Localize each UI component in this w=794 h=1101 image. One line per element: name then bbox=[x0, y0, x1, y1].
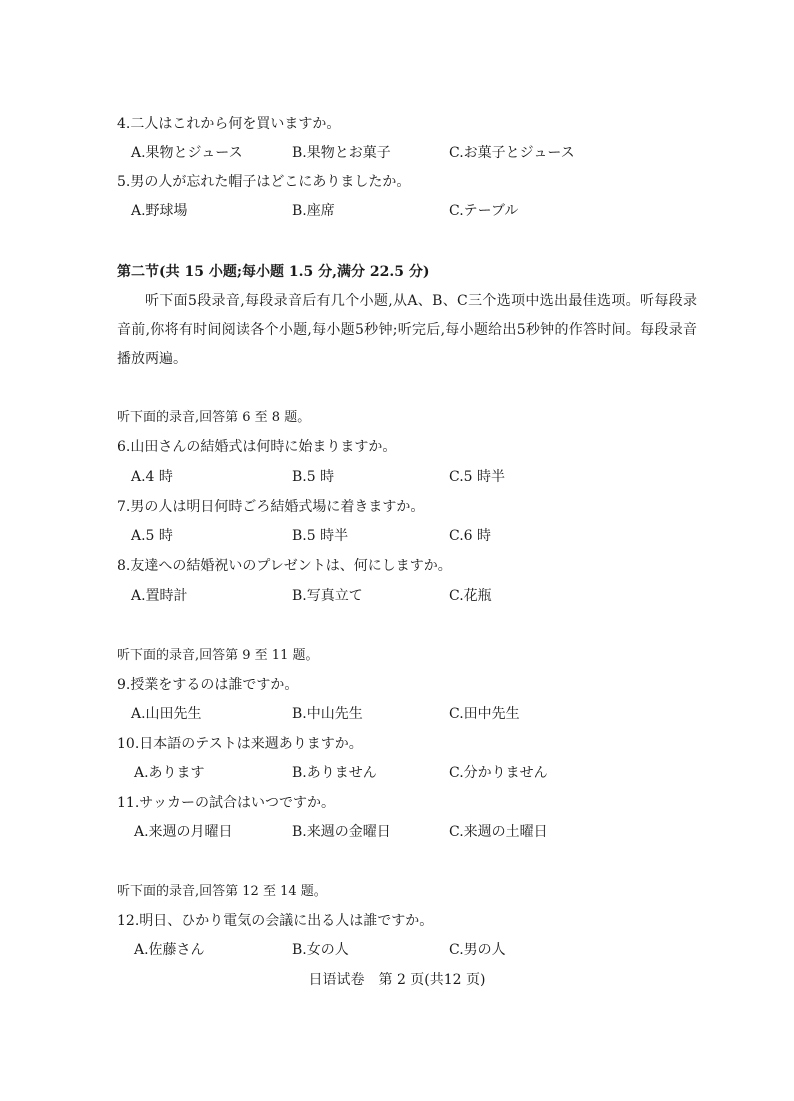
option-b: B.果物とお菓子 bbox=[292, 145, 391, 161]
option-c: C.男の人 bbox=[449, 942, 506, 958]
option-b: B.女の人 bbox=[292, 942, 349, 958]
option-c: C.来週の土曜日 bbox=[449, 824, 548, 840]
question-5: 5.男の人が忘れた帽子はどこにありましたか。 bbox=[117, 174, 411, 190]
option-b: B.座席 bbox=[292, 203, 335, 219]
option-a: A.置時計 bbox=[131, 588, 188, 604]
option-c: C.田中先生 bbox=[449, 706, 520, 722]
question-7: 7.男の人は明日何時ごろ結婚式場に着きますか。 bbox=[117, 499, 425, 515]
question-10: 10.日本語のテストは来週ありますか。 bbox=[117, 736, 363, 752]
option-a: A.佐藤さん bbox=[134, 942, 205, 958]
option-a: A.あります bbox=[134, 765, 205, 781]
option-a: A.果物とジュース bbox=[131, 145, 243, 161]
page-footer: 日语试卷 第 2 页(共12 页) bbox=[308, 972, 486, 988]
group-heading-12-14: 听下面的录音,回答第 12 至 14 题。 bbox=[117, 884, 327, 899]
option-c: C.お菓子とジュース bbox=[449, 145, 575, 161]
group-heading-6-8: 听下面的录音,回答第 6 至 8 题。 bbox=[117, 410, 311, 425]
option-a: A.山田先生 bbox=[131, 706, 202, 722]
option-c: C.テーブル bbox=[449, 203, 519, 219]
option-b: B.ありません bbox=[292, 765, 377, 781]
option-b: B.5 時半 bbox=[292, 528, 349, 544]
option-c: C.花瓶 bbox=[449, 588, 492, 604]
question-11: 11.サッカーの試合はいつですか。 bbox=[117, 795, 335, 811]
option-a: A.来週の月曜日 bbox=[134, 824, 233, 840]
option-c: C.5 時半 bbox=[449, 469, 506, 485]
option-c: C.分かりません bbox=[449, 765, 548, 781]
option-a: A.4 時 bbox=[131, 469, 173, 485]
option-b: B.来週の金曜日 bbox=[292, 824, 391, 840]
question-8: 8.友達への結婚祝いのプレゼントは、何にしますか。 bbox=[117, 558, 452, 574]
section-instructions: 听下面5段录音,每段录音后有几个小题,从A、B、C三个选项中选出最佳选项。听每段录音前,你将有时间阅读各个小题,每小题5秒钟;听完后,每小题给出5秒钟的作答时间。每段录音播放两遍。 bbox=[117, 293, 697, 367]
option-a: A.野球場 bbox=[131, 203, 188, 219]
group-heading-9-11: 听下面的录音,回答第 9 至 11 题。 bbox=[117, 648, 319, 663]
option-b: B.写真立て bbox=[292, 588, 363, 604]
question-12: 12.明日、ひかり電気の会議に出る人は誰ですか。 bbox=[117, 913, 434, 929]
question-6: 6.山田さんの結婚式は何時に始まりますか。 bbox=[117, 439, 397, 455]
option-c: C.6 時 bbox=[449, 528, 492, 544]
option-b: B.5 時 bbox=[292, 469, 335, 485]
question-4: 4.二人はこれから何を買いますか。 bbox=[117, 116, 341, 132]
option-a: A.5 時 bbox=[131, 528, 173, 544]
question-9: 9.授業をするのは誰ですか。 bbox=[117, 677, 299, 693]
option-b: B.中山先生 bbox=[292, 706, 363, 722]
section-title: 第二节(共 15 小题;每小题 1.5 分,满分 22.5 分) bbox=[117, 264, 430, 280]
